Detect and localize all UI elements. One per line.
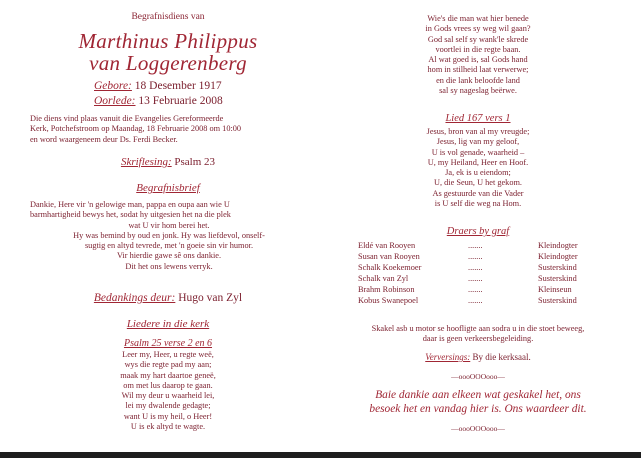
hymn-line: Ja, ek is u eiendom; xyxy=(445,168,511,178)
born-row xyxy=(94,79,222,93)
notice-line: daar is geen verkeersbegeleiding. xyxy=(422,334,534,344)
hymn-line: U is vol genade, waarheid – xyxy=(431,147,525,157)
verse-line: Wie's die man wat hier benede xyxy=(427,14,529,23)
letter-line: Hy was bemind by oud en jonk. Hy was liefdevol, onself- xyxy=(73,230,265,240)
bearer-name: Eldé van Rooyen xyxy=(358,241,416,250)
service-details xyxy=(30,114,308,145)
deceased-name-line1: Marthinus Philippus xyxy=(78,29,258,53)
bearer-relation: Susterskind xyxy=(538,274,577,283)
hymn-heading: Lied 167 vers 1 xyxy=(445,113,511,124)
psalm-line: U is ek altyd te wagte. xyxy=(130,422,206,432)
bearers-list xyxy=(358,240,618,306)
psalm-line: maak my hart daartoe geneë, xyxy=(120,370,216,380)
divider-ornament: —oooOOOooo— xyxy=(451,424,505,433)
letter-line: Vir hierdie gawe sê ons dankie. xyxy=(116,251,222,261)
psalm-line: Leer my, Heer, u regte weë, xyxy=(122,350,214,359)
refreshments-label: Verversings: xyxy=(425,352,471,362)
hymn-line: is U self die weg na Hom. xyxy=(434,199,522,209)
closing-line: besoek het en vandag hier is. Ons waardeer dit. xyxy=(369,403,587,415)
scripture-label: Skriflesing: xyxy=(120,156,172,168)
letter-line: wat U vir hom berei het. xyxy=(128,220,210,230)
letter-line: Dit het ons lewens verryk. xyxy=(125,261,213,271)
songs-heading: Liedere in die kerk xyxy=(126,318,210,330)
psalm-text xyxy=(34,350,302,432)
letter-line: sugtig en altyd tevrede, met 'n goeie sin vir humor. xyxy=(84,241,254,251)
bearers-heading: Draers by graf xyxy=(446,226,510,237)
scan-bottom-edge xyxy=(0,452,641,458)
service-text-line: en word waargeneem deur Ds. Ferdi Becker. xyxy=(30,134,178,144)
bearer-relation: Susterskind xyxy=(538,296,577,305)
refreshments-row xyxy=(330,352,626,362)
psalm-line: om met lus daarop te gaan. xyxy=(123,380,213,390)
letter-line: Dankie, Here vir 'n gelowige man, pappa en oupa aan wie U xyxy=(30,200,230,209)
bearer-row xyxy=(358,251,618,262)
bearer-relation: Kleinseun xyxy=(538,285,572,294)
bearer-name: Kobus Swanepoel xyxy=(358,296,419,305)
hymn-line: U, die Seun, U het gekom. xyxy=(433,178,523,188)
verse-line: voortlei in die regte baan. xyxy=(435,44,521,54)
bearer-name: Schalk van Zyl xyxy=(358,274,409,283)
closing-message xyxy=(330,388,626,416)
bearer-row xyxy=(358,295,618,306)
born-date: 18 Desember 1917 xyxy=(134,80,222,92)
verse-line: God sal self sy wank'le skrede xyxy=(427,34,529,44)
bearer-dots: ....... xyxy=(468,296,483,305)
letter-line: barmhartigheid bewys het, sodat hy uitgesien het na die plek xyxy=(30,210,231,220)
psalm-line: Wil my deur u waarheid lei, xyxy=(121,391,215,401)
born-label: Gebore: xyxy=(94,80,132,92)
deceased-name-line2: van Loggerenberg xyxy=(89,51,247,75)
scripture-row xyxy=(34,156,302,168)
died-label: Oorlede: xyxy=(94,95,136,107)
verse-line: in Gods vrees sy weg wil gaan? xyxy=(425,24,531,34)
thanks-row xyxy=(34,292,302,304)
closing-line: Baie dankie aan elkeen wat geskakel het, ons xyxy=(375,389,581,401)
bearer-dots: ....... xyxy=(468,263,483,272)
traffic-notice xyxy=(326,324,630,345)
letter-heading: Begrafnisbrief xyxy=(136,182,200,194)
divider-ornament: —oooOOOooo— xyxy=(451,372,505,381)
bearer-dots: ....... xyxy=(468,241,483,250)
bearer-dots: ....... xyxy=(468,274,483,283)
refreshments-value: By die kerksaal. xyxy=(472,352,531,362)
hymn-line: U, my Heiland, Heer en Hoof. xyxy=(427,157,529,167)
verse-text xyxy=(330,14,626,96)
service-text-line: Kerk, Potchefstroom op Maandag, 18 Februarie 2008 om 10:00 xyxy=(30,124,242,134)
bearer-dots: ....... xyxy=(468,285,483,294)
service-title: Begrafnisdiens van xyxy=(131,12,205,22)
bearer-relation: Kleindogter xyxy=(538,241,578,250)
hymn-line: Jesus, lig van my geloof, xyxy=(436,137,520,147)
verse-line: Al wat goed is, sal Gods hand xyxy=(428,55,528,65)
thanks-label: Bedankings deur: xyxy=(93,292,176,304)
verse-line: en die lank beloofde land xyxy=(436,75,520,85)
bearer-row xyxy=(358,240,618,251)
bearer-name: Susan van Rooyen xyxy=(358,252,420,261)
psalm-line: wys die regte pad my aan; xyxy=(124,360,212,370)
hymn-line: Jesus, bron van al my vreugde; xyxy=(426,127,530,136)
bearer-row xyxy=(358,273,618,284)
psalm-line: want U is my heil, o Heer! xyxy=(123,411,213,421)
thanks-value: Hugo van Zyl xyxy=(178,292,243,304)
bearer-dots: ....... xyxy=(468,252,483,261)
died-date: 13 Februarie 2008 xyxy=(138,95,223,107)
bearer-name: Schalk Koekemoer xyxy=(358,263,422,272)
bearer-name: Brahm Robinson xyxy=(358,285,415,294)
bearer-row xyxy=(358,284,618,295)
bearer-relation: Susterskind xyxy=(538,263,577,272)
died-row xyxy=(94,94,223,108)
psalm-line: lei my dwalende gedagte; xyxy=(125,401,211,411)
bearer-relation: Kleindogter xyxy=(538,252,578,261)
psalm-heading: Psalm 25 verse 2 en 6 xyxy=(123,338,213,349)
hymn-line: As gestuurde van die Vader xyxy=(432,188,524,198)
verse-line: hom in stilheid laat verwerwe; xyxy=(427,65,529,75)
hymn-text xyxy=(330,127,626,209)
bearer-row xyxy=(358,262,618,273)
scripture-value: Psalm 23 xyxy=(174,156,216,168)
verse-line: sal sy nageslag beërwe. xyxy=(439,86,517,96)
service-text-line: Die diens vind plaas vanuit die Evangelies Gereformeerde xyxy=(30,114,224,123)
letter-text xyxy=(30,200,308,272)
notice-line: Skakel asb u motor se hoofligte aan sodra u in die stoet beweeg, xyxy=(371,324,585,333)
